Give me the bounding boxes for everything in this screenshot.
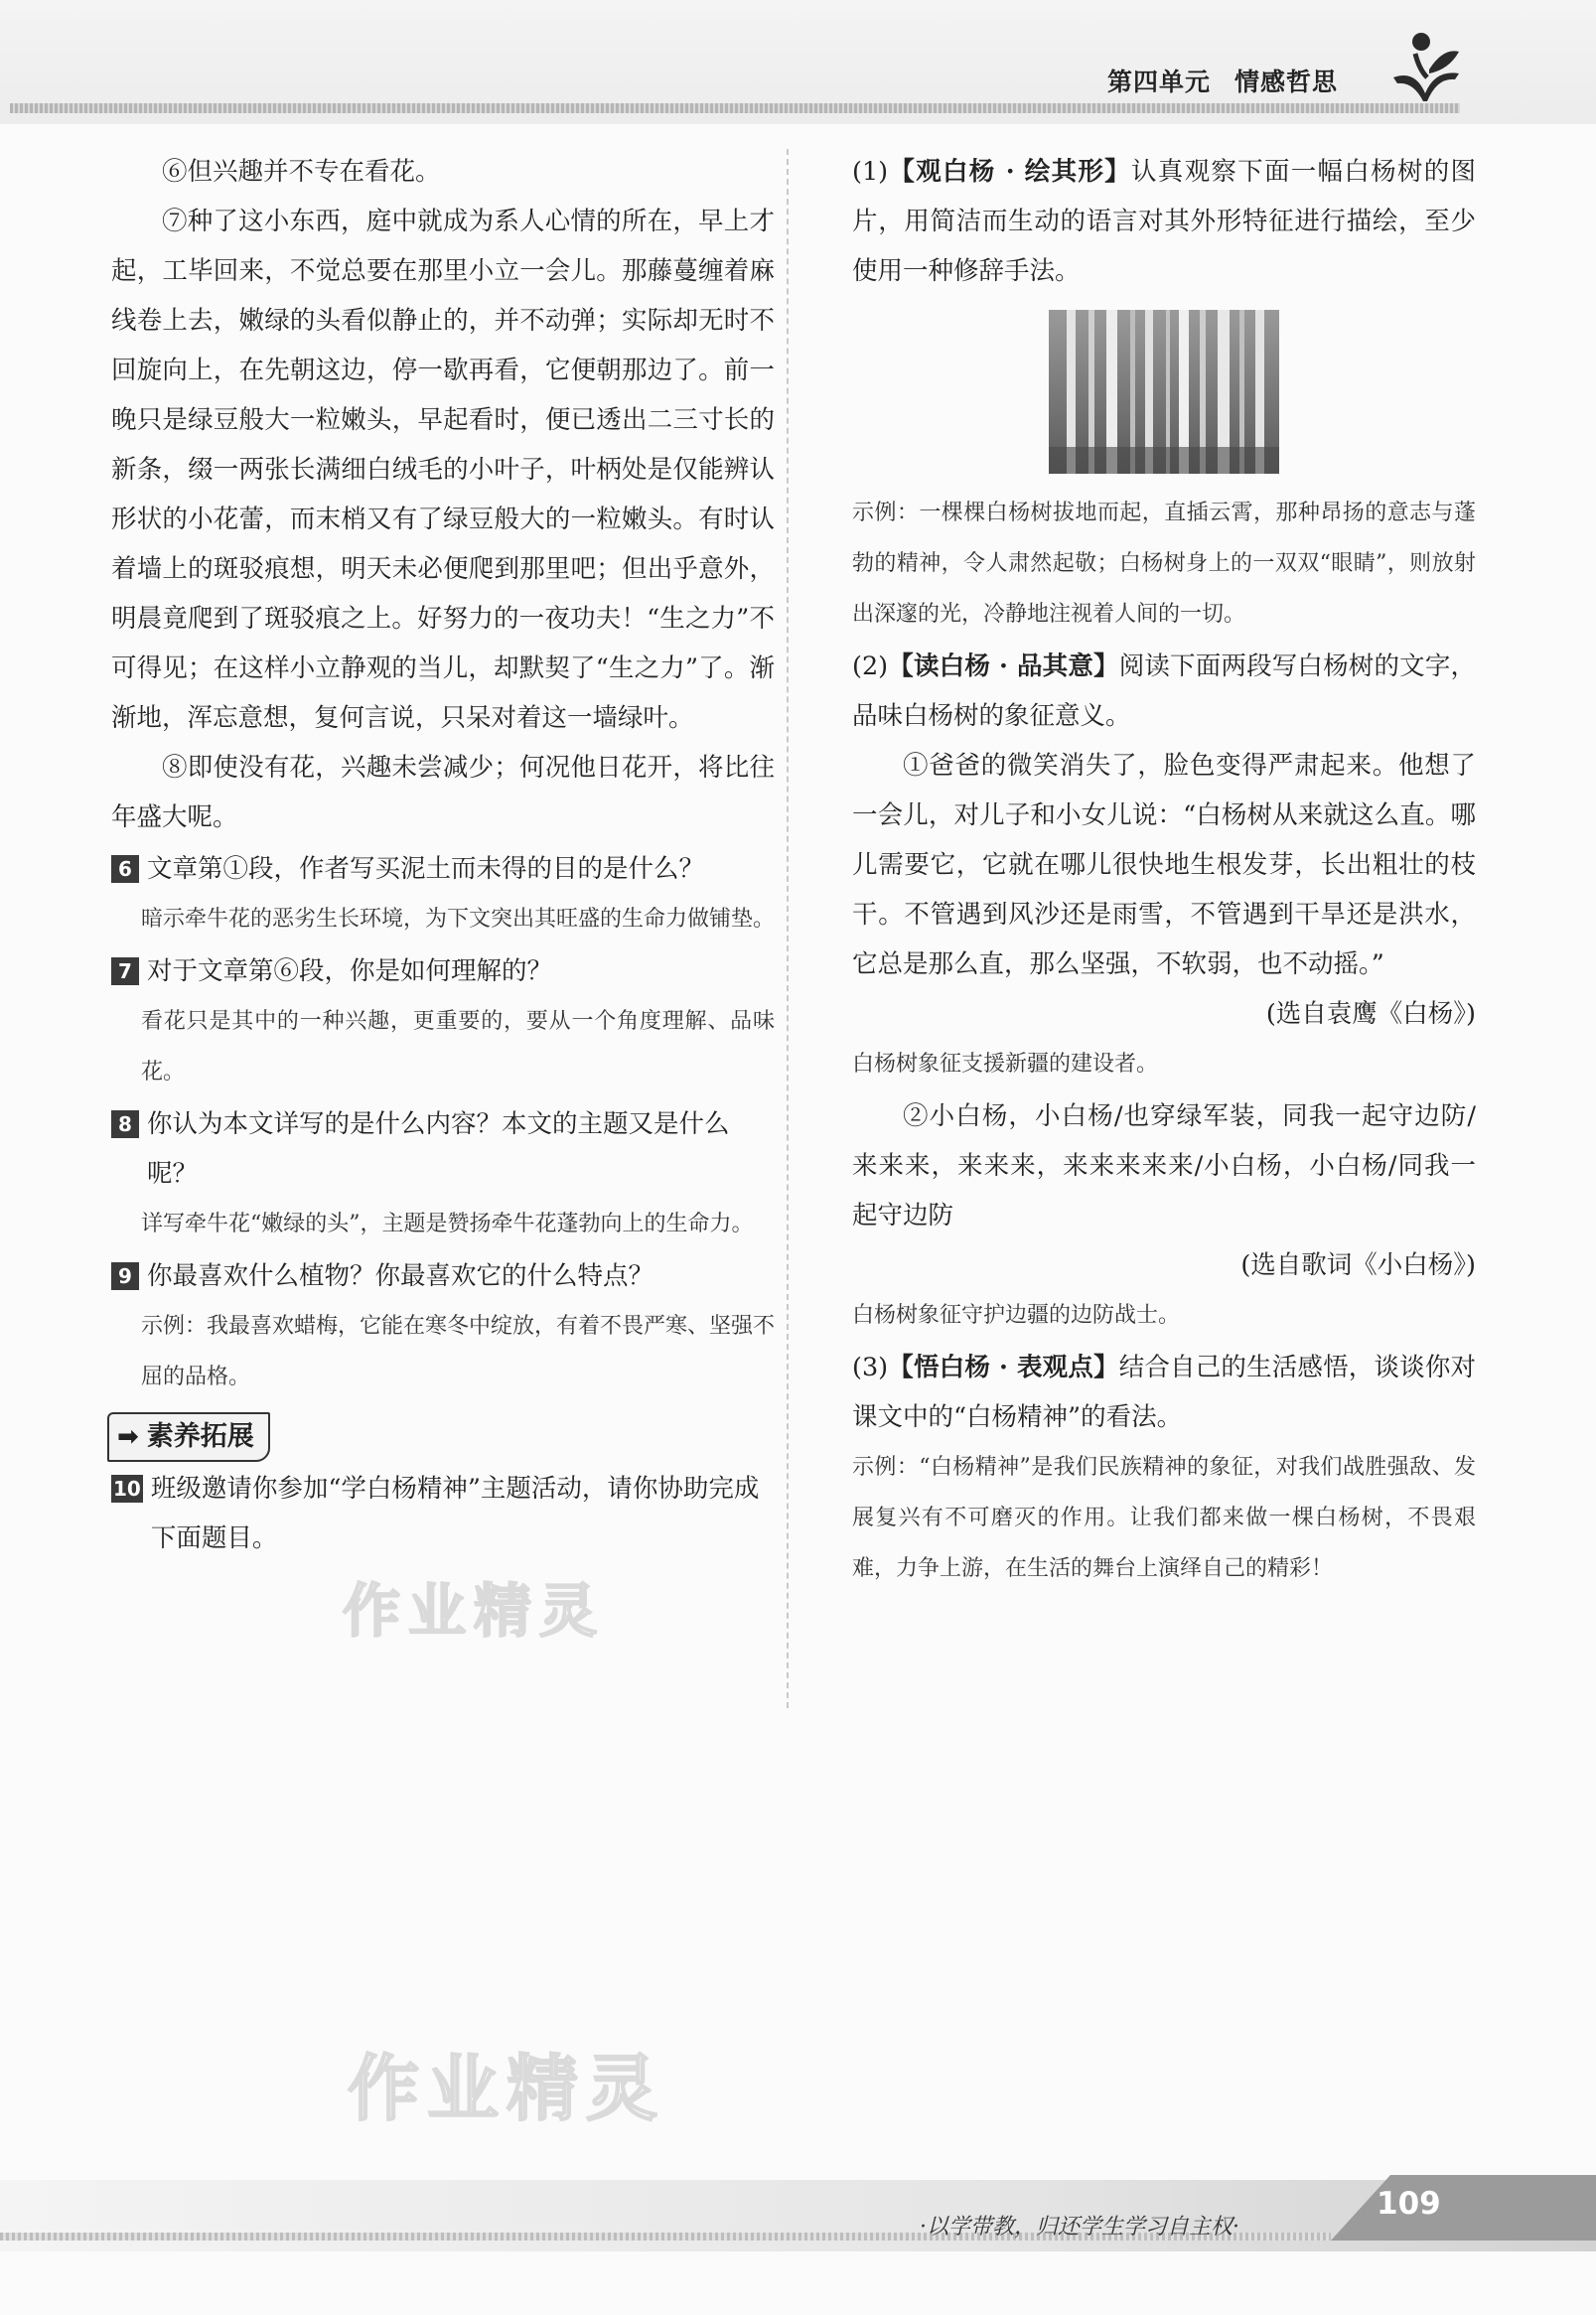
question-7 (111, 946, 775, 996)
source-1: (选自袁鹰《白杨》) (1265, 999, 1476, 1029)
right-column (852, 147, 1476, 1596)
left-column (111, 147, 775, 1563)
paragraph-7: ⑦种了这小东西，庭中就成为系人心情的所在，早上才起，工毕回来，不觉总要在那里小立一会儿。那藤蔓缠着麻线卷上去，嫩绿的头看似静止的，并不动弹；实际却无时不回旋向上，在先朝这边，停一歇再看，它便朝那边了。前一晚只是绿豆般大一粒嫩头，早起看时，便已透出二三寸长的新条，缀一两张长满细白绒毛的小叶子，叶柄处是仅能辨认形状的小花蕾，而末梢又有了绿豆般大的一粒嫩头。有时认着墙上的斑驳痕想，明天未必便爬到那里吧；但出乎意外，明晨竟爬到了斑驳痕之上。好努力的一夜功夫！“生之力”不可得见；在这样小立静观的当儿，却默契了“生之力”了。渐渐地，浑忘意想，复何言说，只呆对着这一墙绿叶。 (111, 207, 775, 733)
arrow-right-icon: ➡ (117, 1422, 139, 1452)
watermark-lower: 作业精灵 (348, 2047, 666, 2130)
answer-sub3: 示例：“白杨精神”是我们民族精神的象征，对我们战胜强敌、发展复兴有不可磨灭的作用。让我们都来做一棵白杨树，不畏艰难，力争上游，在生活的舞台上演绎自己的精彩！ (852, 1455, 1476, 1581)
answer-8: 详写牵牛花“嫩绿的头”，主题是赞扬牵牛花蓬勃向上的生命力。 (141, 1212, 754, 1236)
question-number-badge: 7 (111, 957, 139, 985)
unit-label: 第四单元 (1107, 68, 1212, 96)
question-number-badge: 10 (113, 1477, 141, 1501)
passage-2: ②小白杨，小白杨/也穿绿军装，同我一起守边防/来来来，来来来，来来来来来/小白杨，小白杨/同我一起守边防 (852, 1101, 1476, 1230)
source-2: (选自歌词《小白杨》) (1240, 1250, 1476, 1280)
subquestion-number: (3) (852, 1353, 889, 1382)
subquestion-title: 【悟白杨 · 表观点】 (888, 1353, 1119, 1382)
passage-1: ①爸爸的微笑消失了，脸色变得严肃起来。他想了一会儿，对儿子和小女儿说：“白杨树从来就这么直。哪儿需要它，它就在哪儿很快地生根发芽，长出粗壮的枝干。不管遇到风沙还是雨雪，不管遇到干旱还是洪水，它总是那么直，那么坚强，不软弱，也不动摇。” (852, 751, 1476, 979)
header-rule (10, 103, 1460, 113)
subquestion-number: (2) (852, 651, 889, 681)
answer-7: 看花只是其中的一种兴趣，更重要的，要从一个角度理解、品味花。 (141, 1009, 775, 1085)
footer-slogan: ·以学带教，归还学生学习自主权· (920, 2215, 1239, 2240)
question-text: 班级邀请你参加“学白杨精神”主题活动，请你协助完成下面题目。 (150, 1474, 760, 1553)
question-6 (111, 844, 775, 894)
question-10 (111, 1464, 775, 1563)
column-divider (787, 149, 789, 1708)
section-banner (107, 1412, 270, 1462)
subquestion-text: 认真观察下面一幅白杨树的图片，用简洁而生动的语言对其外形特征进行描绘，至少使用一种修辞手法。 (852, 157, 1476, 286)
subquestion-text: 阅读下面两段写白杨树的文字，品味白杨树的象征意义。 (852, 651, 1476, 731)
question-number-badge: 8 (111, 1110, 139, 1138)
answer-passage-2: 白杨树象征守护边疆的边防战士。 (852, 1303, 1181, 1328)
subquestion-title: 【读白杨 · 品其意】 (888, 651, 1119, 681)
subquestion-2 (852, 642, 1476, 741)
question-text: 对于文章第⑥段，你是如何理解的？ (147, 956, 553, 986)
subquestion-text: 结合自己的生活感悟，谈谈你对课文中的“白杨精神”的看法。 (852, 1353, 1476, 1432)
subquestion-title: 【观白杨 · 绘其形】 (888, 157, 1131, 187)
question-number-badge: 9 (111, 1262, 139, 1290)
page-header-title (1107, 63, 1338, 98)
answer-passage-1: 白杨树象征支援新疆的建设者。 (852, 1052, 1159, 1077)
question-number-badge: 6 (111, 855, 139, 883)
answer-sub1: 示例：一棵棵白杨树拔地而起，直插云霄，那种昂扬的意志与蓬勃的精神，令人肃然起敬；白杨树身上的一双双“眼睛”，则放射出深邃的光，冷静地注视着人间的一切。 (852, 501, 1476, 627)
paragraph-8: ⑧即使没有花，兴趣未尝减少；何况他日花开，将比往年盛大呢。 (111, 753, 775, 832)
answer-9: 示例：我最喜欢蜡梅，它能在寒冬中绽放，有着不畏严寒、坚强不屈的品格。 (141, 1314, 776, 1389)
question-9 (111, 1251, 775, 1301)
banner-label: 素养拓展 (146, 1421, 254, 1452)
subquestion-3 (852, 1343, 1476, 1442)
question-text: 你认为本文详写的是什么内容？本文的主题又是什么呢？ (147, 1109, 730, 1189)
page-number: 109 (1377, 2186, 1441, 2222)
subquestion-number: (1) (852, 157, 889, 187)
question-8 (111, 1099, 775, 1199)
poplar-trees-photo (1049, 310, 1279, 474)
book-logo-icon (1385, 30, 1465, 109)
subquestion-1 (852, 147, 1476, 296)
paragraph-6: ⑥但兴趣并不专在看花。 (162, 157, 441, 187)
question-text: 你最喜欢什么植物？你最喜欢它的什么特点？ (147, 1261, 654, 1291)
answer-6: 暗示牵牛花的恶劣生长环境，为下文突出其旺盛的生命力做铺垫。 (141, 907, 776, 932)
section-label: 情感哲思 (1234, 68, 1339, 96)
watermark-upper: 作业精灵 (343, 1577, 606, 1645)
question-text: 文章第①段，作者写买泥土而未得的目的是什么？ (147, 854, 705, 884)
